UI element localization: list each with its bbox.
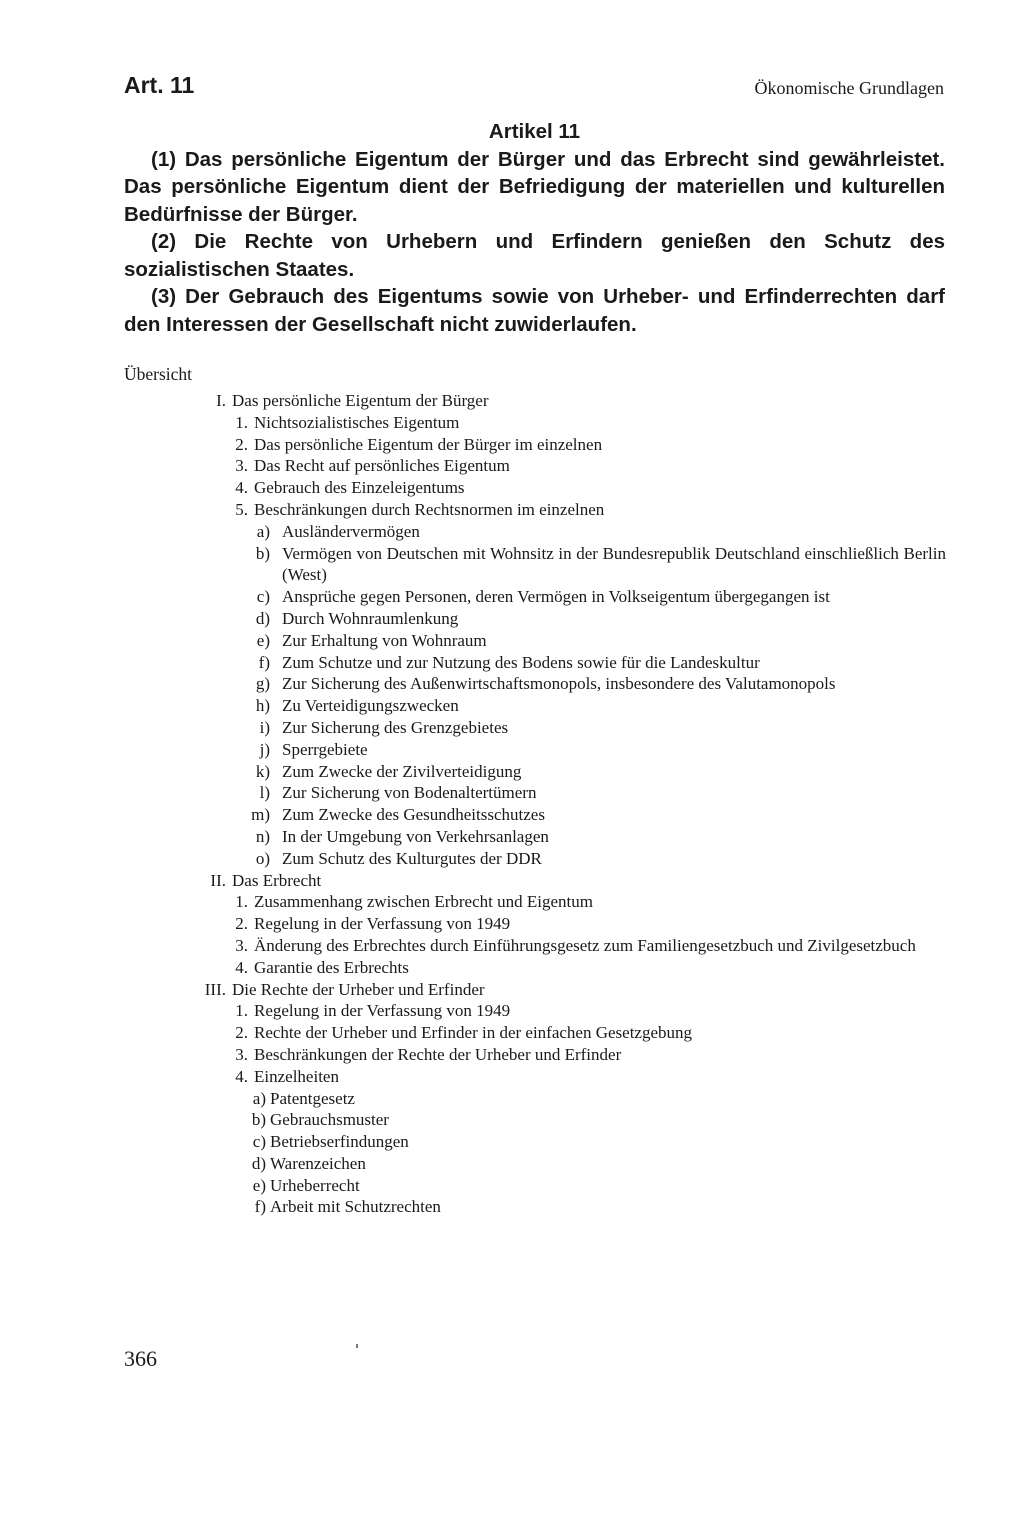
outline-subitem (124, 717, 946, 739)
outline-subitem-number: b) (251, 1110, 266, 1130)
outline-item-text: Gebrauch des Einzeleigentums (254, 478, 465, 498)
outline-subitem-text: Zu Verteidigungszwecken (282, 696, 459, 716)
outline-subitem-text: Zum Zwecke des Gesundheitsschutzes (282, 805, 545, 825)
outline-item (124, 1000, 946, 1022)
article-paragraph: (2) Die Rechte von Urhebern und Erfindern genießen den Schutz des sozialistischen Staates. (124, 230, 945, 281)
outline-subitem-number: j) (259, 739, 270, 759)
outline-subitem (124, 739, 946, 761)
outline-section-number: I. (216, 391, 226, 410)
outline-section (124, 390, 946, 412)
outline-item-number: 2. (235, 914, 248, 934)
outline-subitem-text: Vermögen von Deutschen mit Wohnsitz in der Bundesrepublik Deutschland einschließlich Berlin (West) (282, 543, 946, 585)
outline-subitem-text: Patentgesetz (270, 1088, 355, 1108)
outline-item-text: Einzelheiten (254, 1066, 339, 1086)
outline-subitem (124, 521, 946, 543)
outline-subitem (124, 608, 946, 630)
outline-item-number: 2. (235, 1023, 248, 1043)
outline-subitem-text: Durch Wohnraumlenkung (282, 608, 459, 628)
overview-outline (124, 390, 946, 1218)
article-title: Artikel 11 (488, 120, 581, 143)
outline-subitem (124, 1153, 946, 1175)
outline-subitem (124, 1196, 946, 1218)
outline-subitem (124, 1131, 946, 1153)
outline-subitem-text: Arbeit mit Schutzrechten (270, 1197, 441, 1217)
outline-item (124, 913, 946, 935)
outline-item (124, 455, 946, 477)
outline-subitem-number: k) (255, 761, 270, 781)
outline-subitem-number: m) (251, 805, 270, 825)
outline-item-text: Regelung in der Verfassung von 1949 (254, 1001, 511, 1021)
outline-subitem-text: Ansprüche gegen Personen, deren Vermögen in Volkseigentum übergegangen ist (282, 587, 830, 607)
outline-section-number: II. (210, 870, 226, 890)
outline-item-text: Das persönliche Eigentum der Bürger im einzelnen (254, 434, 603, 454)
outline-item-number: 1. (235, 412, 248, 432)
overview-heading: Übersicht (124, 364, 193, 384)
outline-item-number: 4. (235, 478, 248, 498)
outline-item-text: Änderung des Erbrechtes durch Einführungsgesetz zum Familiengesetzbuch und Zivilgesetzbuch (254, 935, 916, 955)
outline-subitem-text: Sperrgebiete (282, 739, 368, 759)
outline-subitem (124, 826, 946, 848)
page-number: 366 (124, 1346, 157, 1371)
outline-subitem-text: Zum Schutze und zur Nutzung des Bodens sowie für die Landeskultur (282, 652, 760, 672)
outline-item-text: Das Recht auf persönliches Eigentum (254, 456, 510, 476)
outline-item-text: Nichtsozialistisches Eigentum (254, 412, 460, 432)
outline-subitem-text: Gebrauchsmuster (270, 1110, 389, 1130)
outline-item (124, 477, 946, 499)
outline-item (124, 499, 946, 521)
outline-subitem-text: Zur Erhaltung von Wohnraum (282, 630, 487, 650)
outline-subitem-number: b) (255, 543, 270, 563)
outline-subitem-number: g) (255, 674, 270, 694)
outline-subitem-number: f) (254, 1197, 266, 1217)
outline-subitem (124, 1088, 946, 1110)
outline-item-text: Beschränkungen der Rechte der Urheber und Erfinder (254, 1044, 622, 1064)
outline-item (124, 891, 946, 913)
outline-subitem (124, 695, 946, 717)
outline-subitem-number: a) (252, 1088, 266, 1108)
outline-item (124, 434, 946, 456)
outline-item-number: 1. (235, 892, 248, 912)
outline-subitem (124, 630, 946, 652)
outline-subitem-text: Zum Zwecke der Zivilverteidigung (282, 761, 522, 781)
outline-subitem (124, 1175, 946, 1197)
outline-item-text: Regelung in der Verfassung von 1949 (254, 914, 511, 934)
outline-subitem-text: In der Umgebung von Verkehrsanlagen (282, 826, 549, 846)
running-header-section: Ökonomische Grundlagen (754, 78, 944, 98)
outline-subitem-number: c) (252, 1132, 266, 1152)
outline-section-text: Die Rechte der Urheber und Erfinder (232, 979, 485, 999)
outline-item-number: 3. (235, 1044, 248, 1064)
outline-section (124, 870, 946, 892)
outline-subitem-text: Zum Schutz des Kulturgutes der DDR (282, 848, 542, 868)
outline-subitem (124, 586, 946, 608)
outline-subitem-text: Zur Sicherung des Außenwirtschaftsmonopols, insbesondere des Valutamonopols (282, 674, 836, 694)
outline-subitem (124, 673, 946, 695)
print-speck (356, 1344, 358, 1348)
outline-item-text: Garantie des Erbrechts (254, 957, 409, 977)
outline-subitem-text: Ausländervermögen (282, 521, 420, 541)
outline-item-text: Zusammenhang zwischen Erbrecht und Eigentum (254, 892, 593, 912)
outline-item (124, 1044, 946, 1066)
outline-subitem-number: i) (259, 717, 270, 737)
article-text (124, 118, 945, 338)
outline-item-number: 1. (235, 1001, 248, 1021)
outline-subitem-number: c) (256, 587, 270, 607)
outline-item-number: 4. (235, 957, 248, 977)
article-paragraph: (1) Das persönliche Eigentum der Bürger und das Erbrecht sind gewährleistet. Das persönliche Eigentum dient der Befriedigung der materiellen und kulturellen Bedürfnisse der Bürger. (124, 147, 945, 226)
outline-subitem-number: d) (251, 1153, 266, 1173)
outline-subitem-number: e) (256, 630, 270, 650)
outline-subitem-number: a) (256, 521, 270, 541)
outline-item-text: Rechte der Urheber und Erfinder in der einfachen Gesetzgebung (254, 1023, 693, 1043)
outline-subitem (124, 1109, 946, 1131)
outline-subitem-number: d) (255, 608, 270, 628)
outline-section (124, 979, 946, 1001)
outline-item (124, 1022, 946, 1044)
outline-item-number: 3. (235, 935, 248, 955)
outline-section-number: III. (204, 979, 226, 999)
outline-subitem-number: h) (255, 696, 270, 716)
outline-item-number: 5. (235, 499, 248, 519)
outline-item-text: Beschränkungen durch Rechtsnormen im einzelnen (254, 499, 605, 519)
outline-item-number: 4. (235, 1066, 248, 1086)
outline-item (124, 1066, 946, 1088)
outline-item (124, 957, 946, 979)
outline-subitem-text: Zur Sicherung des Grenzgebietes (282, 717, 509, 737)
running-header-article: Art. 11 (124, 72, 195, 98)
outline-subitem-text: Urheberrecht (270, 1175, 360, 1195)
outline-subitem-text: Betriebserfindungen (270, 1132, 409, 1152)
article-paragraph: (3) Der Gebrauch des Eigentums sowie von Urheber- und Erfinderrechten darf den Interessen der Gesellschaft nicht zuwiderlaufen. (124, 285, 945, 336)
outline-section-text: Das Erbrecht (232, 870, 322, 890)
outline-item-number: 3. (235, 456, 248, 476)
outline-subitem (124, 761, 946, 783)
outline-subitem-number: n) (255, 826, 270, 846)
outline-subitem (124, 804, 946, 826)
outline-subitem (124, 848, 946, 870)
outline-subitem-number: l) (259, 783, 270, 803)
outline-subitem-number: e) (252, 1175, 266, 1195)
outline-item-number: 2. (235, 434, 248, 454)
outline-section-text: Das persönliche Eigentum der Bürger (232, 391, 489, 410)
outline-subitem (124, 543, 946, 587)
outline-subitem-number: o) (255, 848, 270, 868)
outline-subitem-text: Warenzeichen (270, 1153, 366, 1173)
outline-subitem-number: f) (258, 652, 270, 672)
outline-subitem (124, 782, 946, 804)
outline-subitem-text: Zur Sicherung von Bodenaltertümern (282, 783, 537, 803)
outline-item (124, 935, 946, 957)
outline-subitem (124, 652, 946, 674)
outline-item (124, 412, 946, 434)
